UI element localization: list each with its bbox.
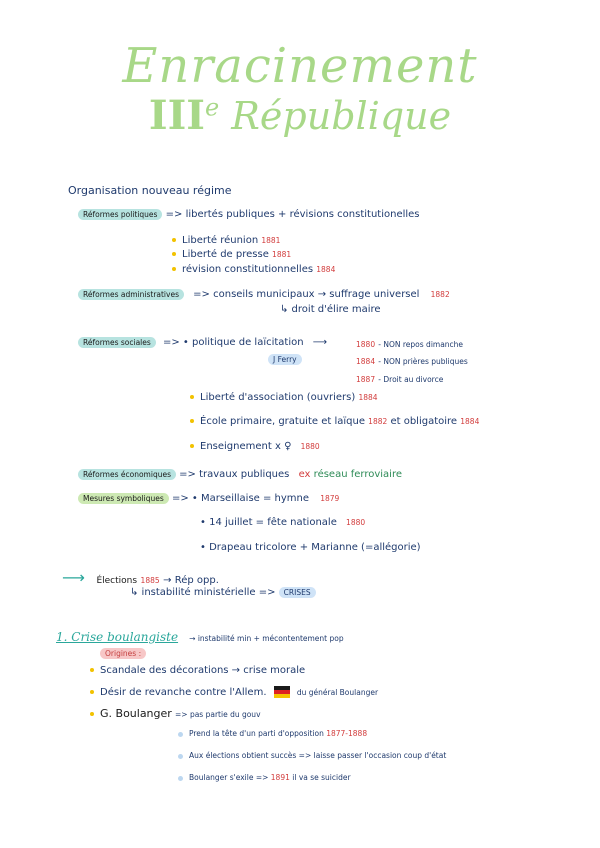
- list-item: Liberté de presse 1881: [172, 249, 291, 260]
- list-item: Liberté d'association (ouvriers) 1884: [190, 392, 378, 403]
- sub-item: Aux élections obtient succès => laisse passer l'occasion coup d'état: [178, 751, 446, 760]
- title-sup: e: [205, 93, 220, 122]
- reforme-admin-row: Réformes administratives => conseils municipaux → suffrage universel 1882: [78, 289, 450, 300]
- reforme-politique-row: [78, 209, 420, 220]
- reforme-eco-row: Réformes économiques => travaux publiques ex réseau ferroviaire: [78, 469, 402, 480]
- list-item: G. Boulanger => pas partie du gouv: [90, 707, 261, 720]
- section-heading: Organisation nouveau régime: [68, 184, 232, 197]
- sub-item: Prend la tête d'un parti d'opposition 1877-1888: [178, 729, 367, 738]
- list-item: • 14 juillet = fête nationale 1880: [200, 517, 366, 528]
- list-item: Désir de revanche contre l'Allem. du général Boulanger: [90, 686, 378, 698]
- elections-row: ⟶ Élections 1885 → Rép opp.: [62, 568, 219, 587]
- title-roman: III: [148, 92, 205, 139]
- title-line-2: [0, 92, 600, 139]
- jferry-badge: J Ferry: [268, 354, 302, 365]
- origines-badge: Origines :: [100, 648, 146, 659]
- german-flag-icon: [274, 686, 290, 698]
- sub-item: Boulanger s'exile => 1891 il va se suicider: [178, 773, 351, 782]
- laicite-row: 1880 - NON repos dimanche: [356, 340, 464, 349]
- list-item: révision constitutionnelles 1884: [172, 264, 335, 275]
- title-line-1: Enracinement: [122, 38, 478, 94]
- title-rest: République: [231, 94, 452, 138]
- list-item: Scandale des décorations → crise morale: [90, 665, 305, 676]
- crise-title-row: 1. Crise boulangiste → instabilité min + mécontentement pop: [56, 630, 344, 644]
- reforme-sociale-row: Réformes sociales => • politique de laïcitation ⟶: [78, 337, 327, 348]
- laicite-row: 1887 - Droit au divorce: [356, 375, 444, 384]
- list-item: Liberté réunion 1881: [172, 235, 280, 246]
- reforme-politique-text: => libertés publiques + révisions constitutionelles: [165, 209, 420, 220]
- list-item: École primaire, gratuite et laïque 1882 et obligatoire 1884: [190, 416, 479, 427]
- laicite-row: 1884 - NON prières publiques: [356, 357, 468, 366]
- reforme-admin-sub: ↳ droit d'élire maire: [280, 304, 381, 315]
- mesures-row: Mesures symboliques => • Marseillaise = hymne 1879: [78, 493, 339, 504]
- reforme-politique-label: Réformes politiques: [78, 209, 162, 220]
- elections-sub: ↳ instabilité ministérielle => CRISES: [130, 587, 316, 598]
- list-item: • Drapeau tricolore + Marianne (=allégorie): [200, 542, 421, 553]
- list-item: Enseignement x ♀ 1880: [190, 441, 320, 452]
